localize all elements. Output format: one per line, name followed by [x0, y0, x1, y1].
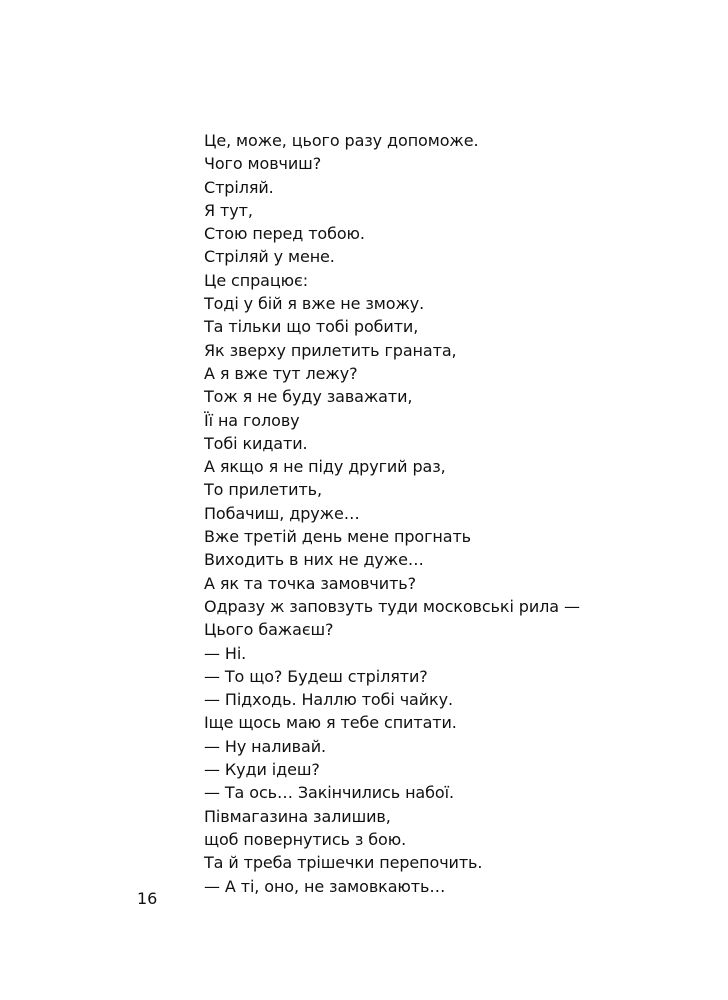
poem-line: Як зверху прилетить граната, [204, 340, 457, 360]
poem-line: Стріляй. [204, 177, 274, 197]
poem-line: Тобі кидати. [204, 433, 308, 453]
poem-line: Тож я не буду заважати, [204, 387, 413, 407]
poem-line: Та й треба трішечки перепочить. [204, 853, 483, 873]
poem-line: Стріляй у мене. [204, 247, 335, 267]
poem-line: Її на голову [204, 410, 300, 430]
poem-line: А якщо я не піду другий раз, [204, 457, 446, 477]
poem-line: Чого мовчиш? [204, 154, 322, 174]
poem-line: Це, може, цього разу допоможе. [204, 131, 479, 150]
poem-line: — Підходь. Наллю тобі чайку. [204, 690, 453, 710]
poem-line: Це спрацює: [204, 270, 309, 290]
poem-line: Одразу ж заповзуть туди московські рила — [204, 596, 580, 616]
poem-line: — Ну наливай. [204, 736, 326, 756]
poem-line: Цього бажаєш? [204, 620, 334, 640]
page-number: 16 [137, 889, 158, 908]
poem-line: — Та ось… Закінчились набої. [204, 783, 454, 803]
poem-text [204, 129, 580, 898]
poem-line: Тоді у бій я вже не зможу. [204, 294, 425, 314]
poem-line: Я тут, [204, 200, 253, 220]
poem-line: Вже третій день мене прогнать [204, 527, 472, 547]
poem-line: — Куди ідеш? [204, 760, 320, 780]
poem-line: Побачиш, друже… [204, 503, 360, 523]
poem-line: Та тільки що тобі робити, [204, 317, 419, 337]
poem-line: Іще щось маю я тебе спитати. [204, 713, 457, 733]
poem-line: Стою перед тобою. [204, 224, 365, 244]
poem-line: — А ті, оно, не замовкають… [204, 876, 446, 896]
poem-line: — Ні. [204, 643, 247, 663]
poem-line: А як та точка замовчить? [204, 573, 417, 593]
poem-line: — То що? Будеш стріляти? [204, 666, 428, 686]
poem-line: А я вже тут лежу? [204, 363, 358, 383]
poem-line: Півмагазина залишив, [204, 806, 391, 826]
poem-line: щоб повернутись з бою. [204, 829, 407, 849]
poem-line: То прилетить, [204, 480, 322, 500]
poem-line: Виходить в них не дуже… [204, 550, 424, 570]
